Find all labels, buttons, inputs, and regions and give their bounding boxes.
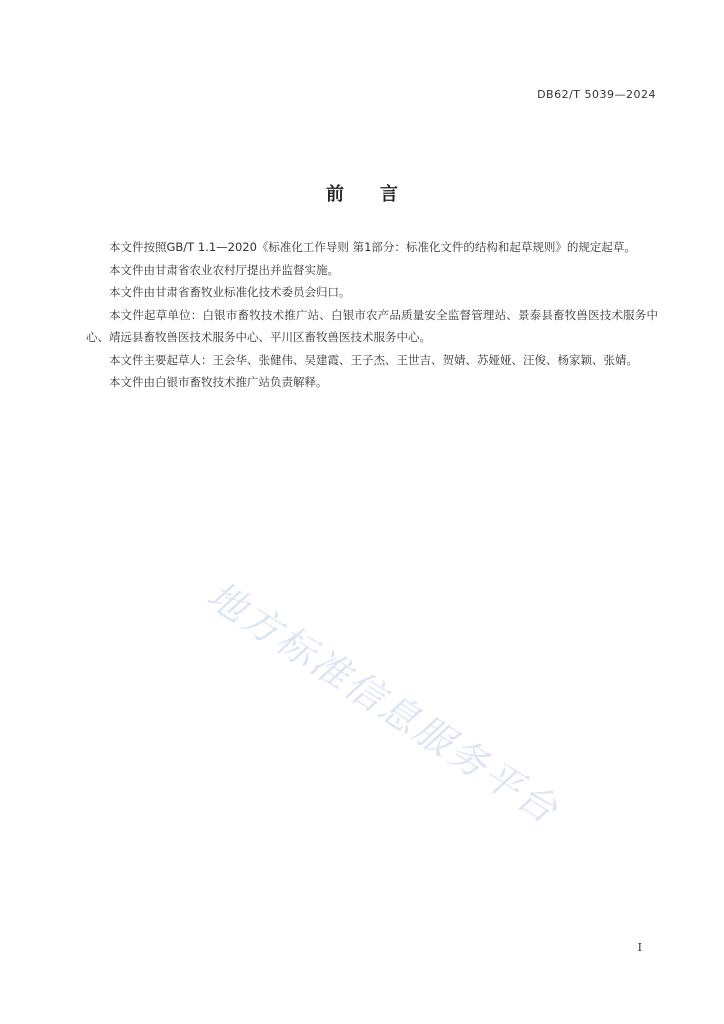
page-title: 前言: [326, 184, 434, 205]
document-code: DB62/T 5039—2024: [537, 88, 656, 101]
paragraph-proposer: 本文件由甘肃省农业农村厅提出并监督实施。: [109, 262, 339, 277]
paragraph-committee: 本文件由甘肃省畜牧业标准化技术委员会归口。: [109, 285, 351, 299]
paragraph-interpretation: 本文件由白银市畜牧技术推广站负责解释。: [109, 375, 328, 389]
paragraph-drafters: 本文件主要起草人：王会华、张健伟、吴建霞、王子杰、王世吉、贺婧、苏娅娅、汪俊、杨家颖、张婧。: [109, 352, 638, 367]
paragraph-drafting-units: 本文件起草单位：白银市畜牧技术推广站、白银市农产品质量安全监督管理站、景泰县畜牧兽医技术服务中心、靖远县畜牧兽医技术服务中心、平川区畜牧兽医技术服务中心。: [86, 307, 658, 344]
watermark: 地方标准信息服务平台: [199, 572, 568, 834]
foreword-body: [86, 236, 658, 394]
paragraph-drafting-rules: 本文件按照GB/T 1.1—2020《标准化工作导则 第1部分：标准化文件的结构和起草规则》的规定起草。: [109, 240, 636, 254]
page-number: I: [637, 941, 642, 954]
